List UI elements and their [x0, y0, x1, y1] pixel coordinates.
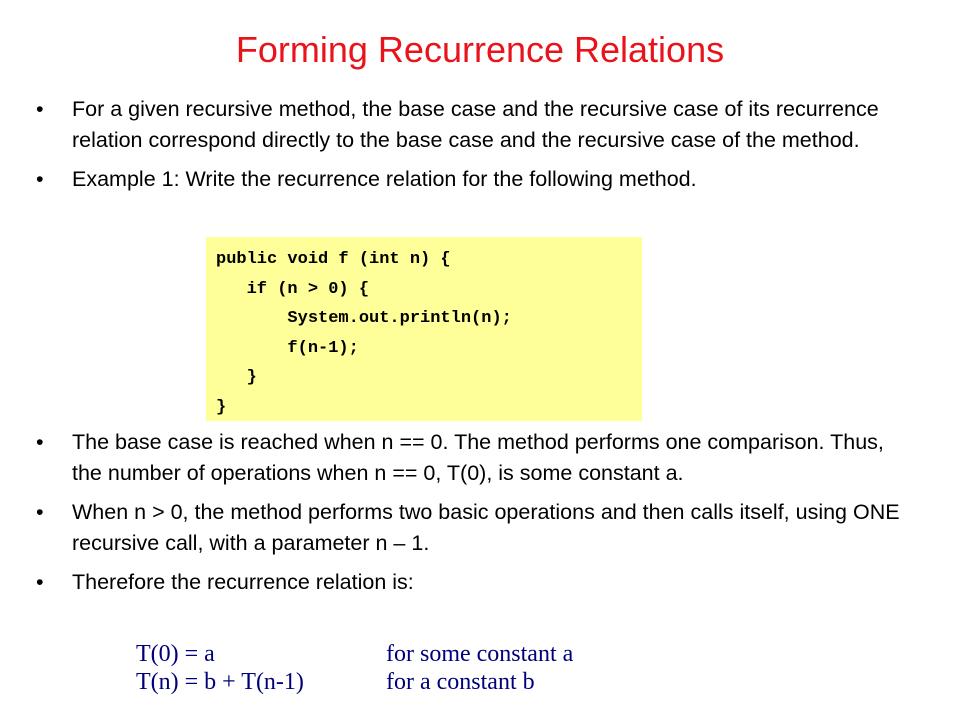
code-line: } — [216, 368, 257, 387]
bullet-dot: • — [36, 97, 44, 121]
recurrence-equation: T(n) = b + T(n-1) — [136, 669, 304, 695]
bullet-item — [30, 164, 910, 195]
code-line: f(n-1); — [216, 338, 359, 358]
slide-title: Forming Recurrence Relations — [235, 29, 725, 70]
bullet-dot: • — [36, 500, 44, 524]
code-line: public void f (int n) { — [216, 250, 451, 269]
bullet-list-bottom — [30, 427, 910, 606]
bullet-text: When n > 0, the method performs two basic operations and then calls itself, using ONE recursive call, with a parameter n – 1. — [72, 500, 900, 555]
code-line: System.out.println(n); — [216, 309, 512, 328]
bullet-item — [30, 427, 910, 489]
bullet-list-top — [30, 94, 910, 203]
bullet-text: Therefore the recurrence relation is: — [72, 570, 414, 594]
bullet-item — [30, 94, 910, 156]
bullet-item — [30, 567, 910, 598]
recurrence-note: for a constant b — [386, 669, 535, 695]
recurrence-note: for some constant a — [386, 641, 574, 667]
bullet-dot: • — [36, 570, 44, 594]
bullet-dot: • — [36, 167, 44, 191]
code-line: } — [216, 397, 227, 417]
bullet-dot: • — [36, 430, 44, 454]
bullet-item — [30, 497, 910, 559]
code-line: if (n > 0) { — [216, 279, 370, 299]
code-block — [206, 237, 642, 421]
bullet-text: For a given recursive method, the base case and the recursive case of its recurrence relation correspond directly to the base case and the recursive case of the method. — [72, 97, 879, 152]
bullet-text: Example 1: Write the recurrence relation for the following method. — [72, 167, 697, 191]
bullet-text: The base case is reached when n == 0. The method performs one comparison. Thus, the number of operations when n == 0, T(0), is some constant a. — [72, 430, 884, 485]
recurrence-equation: T(0) = a — [136, 641, 215, 667]
